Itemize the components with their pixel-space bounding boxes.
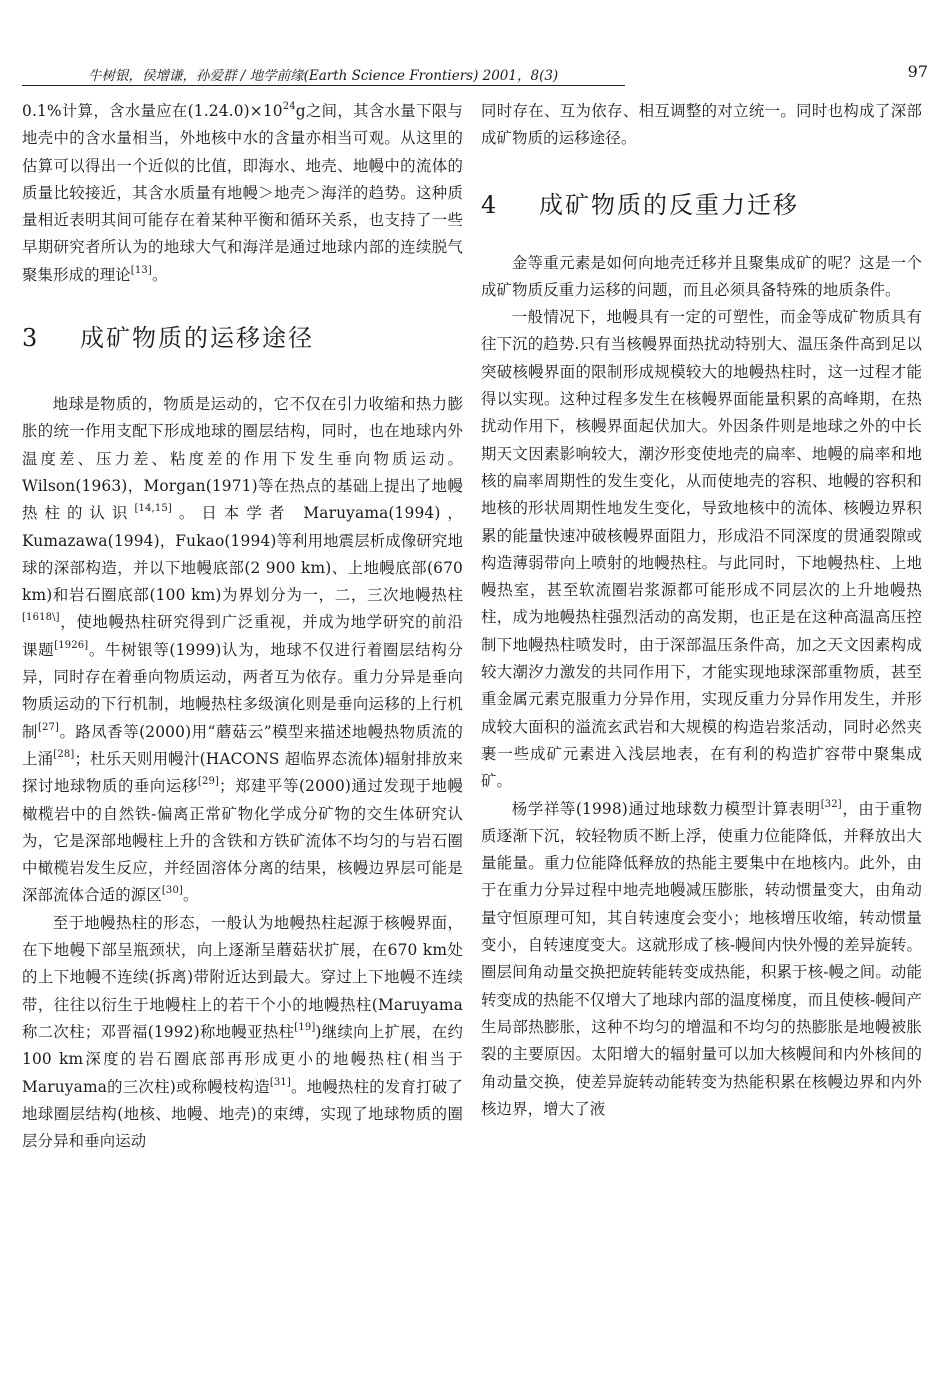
paragraph: 一般情况下，地幔具有一定的可塑性，而金等成矿物质具有往下沉的趋势.只有当核幔界面热扰动特别大、温压条件高到足以突破核幔界面的限制形成规模较大的地幔热柱时，这一过程才能得以实现。这种过程多发生在核幔界面能量积累的高峰期，在热扰动作用下，核幔界面起伏加大。外因条件则是地球之外的中长期天文因素影响较大，潮汐形变使地壳的扁率、地幔的扁率和地核的扁率周期性的发生变化，从而使地壳的容积、地幔的容积和地核的形状周期性地发生变化，导致地核中的流体、核幔边界积累的能量快速冲破核幔界面阻力，形成沿不同深度的贯通裂隙或构造薄弱带向上喷射的地幔热柱。与此同时，下地幔热柱、上地幔热室，甚至软流圈岩浆源都可能形成不同层次的上升地幔热柱，成为地幔热柱强烈活动的高发期，也正是在这种高温高压控制下地幔热柱喷发时，由于深部温压条件高，加之天文因素构成较大潮汐力激发的共同作用下，才能实现地球深部重物质，甚至重金属元素克服重力分异作用，实现反重力分异作用发生，并形成较大面积的溢流玄武岩和大规模的构造岩浆活动，同时必然夹裹一些成矿元素进入浅层地表，在有利的构造扩容带中聚集成矿。 [481,308,922,791]
running-head: 牛树银，侯增谦，孙爱群 / 地学前缘(Earth Science Frontiers) 2001，8(3) [88,68,559,84]
paragraph: 0.1%计算，含水量应在$(1.24.0)\times 10^{24}g$之间，其含水量下限与地壳中的含水量相当，外地核中水的含量亦相当可观。从这里的估算可以得出一个近似的比值，即海水、地壳、地幔中的流体的质量比较接近，其含水质量有地幔＞地壳＞海洋的趋势。这种质量相近表明其间可能存在着某种平衡和循环关系，也支持了一些早期研究者所认为的地球大气和海洋是通过地球内部的连续脱气聚集形成的理论[13]。 [22,101,463,284]
section-heading-3: 3 成矿物质的运移途径 [22,324,314,353]
left-column [22,98,463,1155]
paragraph: 至于地幔热柱的形态，一般认为地幔热柱起源于核幔界面，在下地幔下部呈瓶颈状，向上逐渐呈蘑菇状扩展，在670 km处的上下地幔不连续(拆离)带附近达到最大。穿过上下地幔不连续带，往往以衍生于地幔柱上的若干个小的地幔热柱(Maruyama称二次柱；邓晋福(1992)称地幔亚热柱[19])继续向上扩展，在约100 km深度的岩石圈底部再形成更小的地幔热柱(相当于 Maruyama的三次柱)或称幔枝构造[31]。地幔热柱的发育打破了地球圈层结构(地核、地幔、地壳)的束缚，实现了地球物质的圈层分异和垂向运动 [22,913,463,1151]
paragraph: 金等重元素是如何向地壳迁移并且聚集成矿的呢？这是一个成矿物质反重力运移的问题，而且必须具备特殊的地质条件。 [481,253,922,299]
paragraph: 地球是物质的，物质是运动的，它不仅在引力收缩和热力膨胀的统一作用支配下形成地球的圈层结构，同时，也在地球内外温度差、压力差、粘度差的作用下发生垂向物质运动。Wilson(1963)，Morgan(1971)等在热点的基础上提出了地幔热柱的认识[14,15]。日本学者 Maruyama(1994)，Kumazawa(1994)，Fukao(1994)等利用地震层析成像研究地球的深部构造，并以下地幔底部(2 900 km)、上地幔底部(670 km)和岩石圈底部(100 km)为界划分为一，二，三次地幔热柱[1618\]，使地幔热柱研究得到广泛重视，并成为地学研究的前沿课题[1926]。牛树银等(1999)认为，地球不仅进行着圈层结构分异，同时存在着垂向物质运动，两者互为依存。重力分异是垂向物质运动的下行机制，地幔热柱多级演化则是垂向运移的上行机制[27]。路凤香等(2000)用“蘑菇云”模型来描述地幔热物质流的上涌[28]；杜乐天则用幔汁(HACONS 超临界态流体)辐射排放来探讨地球物质的垂向运移[29]；郑建平等(2000)通过发现于地幔橄榄岩中的自然铁-偏离正常矿物化学成分矿物的交生体研究认为，它是深部地幔柱上升的含铁和方铁矿流体不均匀的与岩石圈中橄榄岩发生反应，并经固溶体分离的结果，核幔边界层可能是深部流体合适的源区[30]。 [22,395,463,905]
page-number: 97 [907,62,928,81]
right-column [481,98,922,1123]
header-rule [22,85,625,86]
running-header [22,56,928,90]
paragraph: 同时存在、互为依存、相互调整的对立统一。同时也构成了深部成矿物质的运移途径。 [481,102,922,148]
section-heading-4: 4 成矿物质的反重力迁移 [481,190,799,219]
paragraph: 杨学祥等(1998)通过地球数力模型计算表明[32]，由于重物质逐渐下沉，较轻物质不断上浮，使重力位能降低，并释放出大量能量。重力位能降低释放的热能主要集中在地核内。此外，由于在重力分异过程中地壳地幔减压膨胀，转动惯量变大，由角动量守恒原理可知，其自转速度会变小；地核增压收缩，转动惯量变小，自转速度变大。这就形成了核-幔间内快外慢的差异旋转。圈层间角动量交换把旋转能转变成热能，积累于核-幔之间。动能转变成的热能不仅增大了地球内部的温度梯度，而且使核-幔间产生局部热膨胀，这种不均匀的增温和不均匀的热膨胀是地幔被胀裂的主要原因。太阳增大的辐射量可以加大核幔间和内外核间的角动量交换，使差异旋转动能转变为热能积累在核幔边界和内外核边界，增大了液 [481,798,922,1118]
